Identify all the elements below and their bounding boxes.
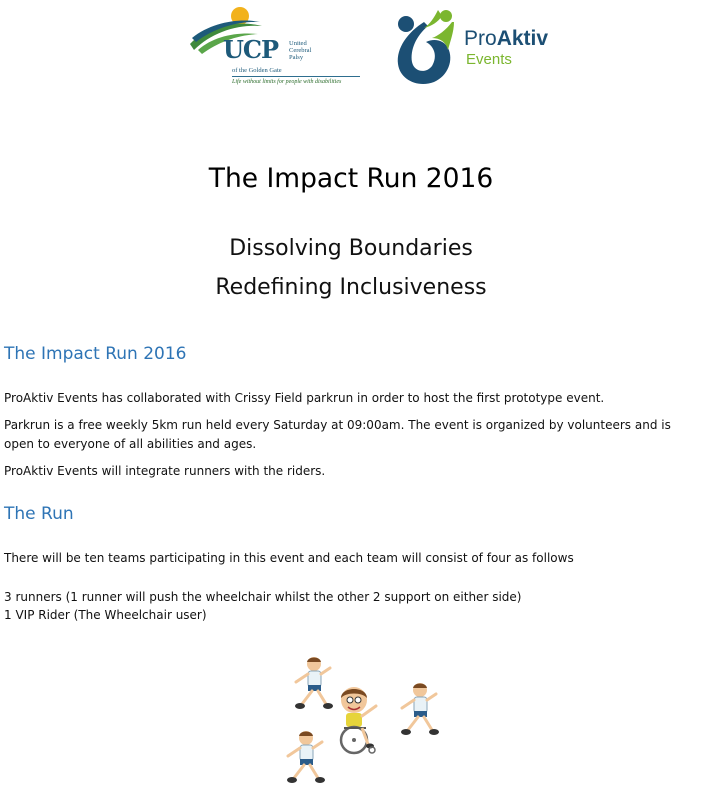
section-heading-impact-run: The Impact Run 2016 bbox=[4, 344, 187, 364]
subtitle-line-1: Dissolving Boundaries bbox=[229, 236, 473, 261]
paragraph: Parkrun is a free weekly 5km run held every Saturday at 09:00am. The event is organized by volunteers and is open to everyone of all abilities and ages. bbox=[4, 418, 671, 451]
ucp-logo bbox=[188, 4, 364, 90]
ucp-subtitle: of the Golden Gate bbox=[232, 67, 282, 74]
runner-icon bbox=[287, 731, 325, 783]
proaktiv-wordmark bbox=[464, 28, 548, 50]
ucp-divider bbox=[232, 76, 360, 77]
runner-icon bbox=[295, 657, 333, 709]
logo-bar bbox=[0, 0, 702, 95]
proaktiv-logo bbox=[394, 8, 569, 88]
paragraph: ProAktiv Events has collaborated with Crissy Field parkrun in order to host the first prototype event. bbox=[4, 391, 605, 405]
section-heading-the-run: The Run bbox=[4, 504, 74, 524]
paragraph: There will be ten teams participating in this event and each team will consist of four as follows bbox=[4, 551, 574, 565]
proaktiv-events: Events bbox=[466, 51, 512, 68]
ucp-name-line: Palsy bbox=[289, 54, 304, 61]
proaktiv-pro: Pro bbox=[464, 27, 497, 50]
ucp-name-line: Cerebral bbox=[289, 47, 312, 54]
subtitle-line-2: Redefining Inclusiveness bbox=[215, 275, 487, 300]
proaktiv-aktiv: Aktiv bbox=[496, 27, 549, 50]
ucp-name-line: United bbox=[289, 40, 307, 47]
ucp-full-name bbox=[289, 40, 329, 61]
wheelchair-rider-icon bbox=[341, 687, 376, 753]
paragraph: ProAktiv Events will integrate runners with the riders. bbox=[4, 464, 326, 478]
document-title: The Impact Run 2016 bbox=[208, 163, 494, 194]
ucp-tagline: Life without limits for people with disabilities bbox=[232, 79, 342, 85]
team-item-rider: 1 VIP Rider (The Wheelchair user) bbox=[4, 608, 207, 622]
proaktiv-figure-icon bbox=[394, 8, 462, 88]
runner-icon bbox=[401, 683, 439, 735]
team-illustration bbox=[278, 652, 450, 792]
team-item-runners: 3 runners (1 runner will push the wheelchair whilst the other 2 support on either side) bbox=[4, 590, 522, 604]
ucp-abbr: UCP bbox=[223, 35, 279, 64]
